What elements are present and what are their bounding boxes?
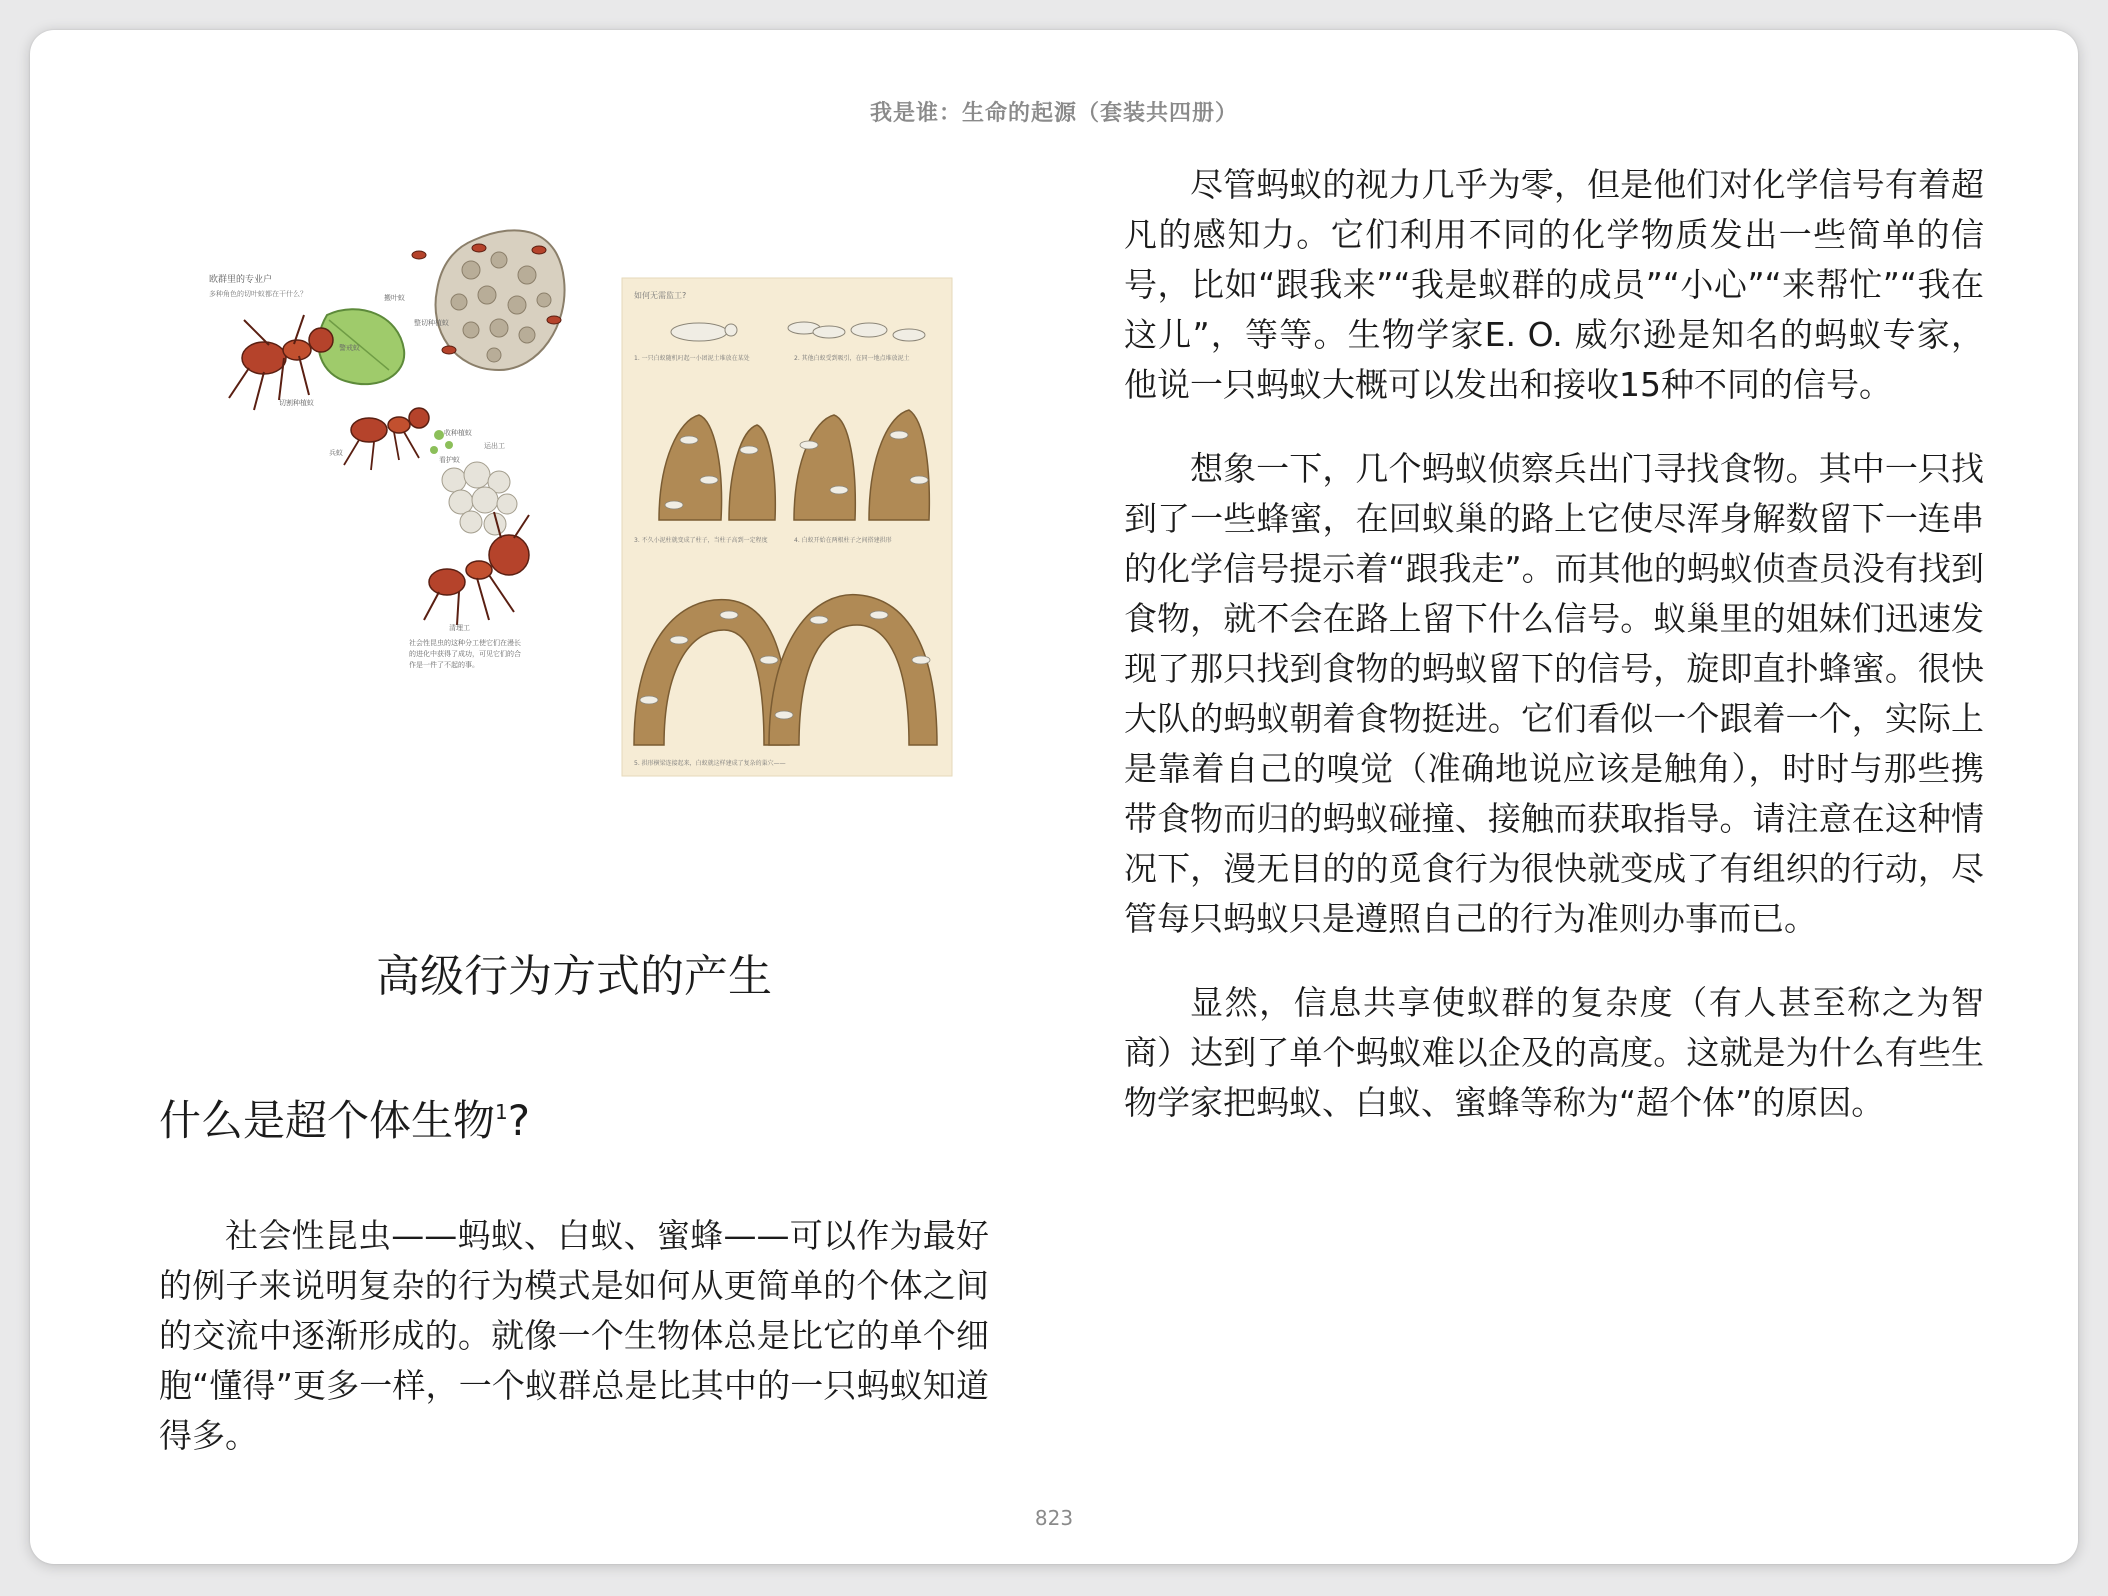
footnote-ref[interactable]: 1 — [495, 1100, 508, 1124]
right-paragraph-3: 显然，信息共享使蚁群的复杂度（有人甚至称之为智商）达到了单个蚂蚁难以企及的高度。这就是为什么有些生物学家把蚂蚁、白蚁、蜜蜂等称为“超个体”的原因。 — [1124, 983, 1984, 1122]
illus-label-3: 警戒蚁 — [339, 344, 360, 352]
illus-footnote: 社会性昆虫的这种分工使它们在漫长的进化中获得了成功，可见它们的合作是一件了不起的事。 — [409, 639, 521, 669]
termite-step-3: 3. 不久小泥柱就变成了柱子，当柱子高到一定程度 — [634, 537, 768, 544]
sub-title-question-mark: ? — [507, 1096, 531, 1145]
sub-title — [159, 1088, 530, 1148]
left-paragraph: 社会性昆虫——蚂蚁、白蚁、蜜蜂——可以作为最好的例子来说明复杂的行为模式是如何从更简单的个体之间的交流中逐渐形成的。就像一个生物体总是比它的单个细胞“懂得”更多一样，一个蚁群总是比其中的一只蚂蚁知道得多。 — [159, 1216, 989, 1455]
right-paragraph-2: 想象一下，几个蚂蚁侦察兵出门寻找食物。其中一只找到了一些蜂蜜，在回蚁巢的路上它使尽浑身解数留下一连串的化学信号提示着“跟我走”。而其他的蚂蚁侦查员没有找到食物，就不会在路上留下什么信号。蚁巢里的姐妹们迅速发现了那只找到食物的蚂蚁留下的信号，旋即直扑蜂蜜。很快大队的蚂蚁朝着食物挺进。它们看似一个跟着一个，实际上是靠着自己的嗅觉（准确地说应该是触角），时时与那些携带食物而归的蚂蚁碰撞、接触而获取指导。请注意在这种情况下，漫无目的的觅食行为很快就变成了有组织的行动，尽管每只蚂蚁只是遵照自己的行为准则办事而已。 — [1124, 449, 1984, 938]
sub-title-text: 什么是超个体生物 — [159, 1096, 496, 1145]
illus-label-8: 运出工 — [484, 442, 505, 450]
termite-step-2: 2. 其他白蚁受到吸引，在同一地点堆放泥土 — [794, 355, 910, 362]
page-number: 823 — [1034, 1506, 1074, 1530]
illus-caption-title: 欧群里的专业户 — [209, 275, 273, 285]
illustration-figure — [209, 220, 969, 780]
book-title: 我是谁：生命的起源（套装共四册） — [869, 101, 1238, 126]
termite-step-1: 1. 一只白蚁随机叼起一小团泥土堆放在某处 — [634, 355, 750, 362]
illus-label-7: 收种植蚁 — [444, 429, 472, 437]
left-column — [159, 30, 989, 1564]
illus-label-2: 整切种植蚁 — [414, 319, 449, 327]
termite-building-illustration — [622, 278, 952, 776]
right-column — [1124, 160, 1984, 1162]
illus-label-1: 搬叶蚁 — [384, 294, 405, 302]
section-title: 高级行为方式的产生 — [376, 951, 772, 1002]
illus-label-4: 切割种植蚁 — [279, 399, 314, 407]
illus-caption-sub: 多种角色的切叶蚁都在干什么？ — [209, 290, 307, 298]
illustration-svg — [209, 220, 969, 780]
illus-label-6: 看护蚁 — [439, 456, 460, 464]
termite-caption-title: 如何无需监工? — [634, 291, 687, 300]
right-paragraph-1: 尽管蚂蚁的视力几乎为零，但是他们对化学信号有着超凡的感知力。它们利用不同的化学物质发出一些简单的信号，比如“跟我来”“我是蚁群的成员”“小心”“来帮忙”“我在这儿”，等等。生物学家E. O. 威尔逊是知名的蚂蚁专家，他说一只蚂蚁大概可以发出和接收15种不同的信号。 — [1124, 165, 1984, 404]
termite-step-5: 5. 拱形横梁连接起来，白蚁就这样建成了复杂的巢穴—— — [634, 760, 786, 767]
book-page — [30, 30, 2078, 1564]
termite-step-4: 4. 白蚁开始在两根柱子之间搭建拱形 — [794, 537, 892, 544]
illus-label-5: 兵蚁 — [329, 449, 343, 457]
illus-label-9: 清理工 — [449, 624, 470, 632]
leafcutter-ants-illustration — [209, 230, 565, 718]
